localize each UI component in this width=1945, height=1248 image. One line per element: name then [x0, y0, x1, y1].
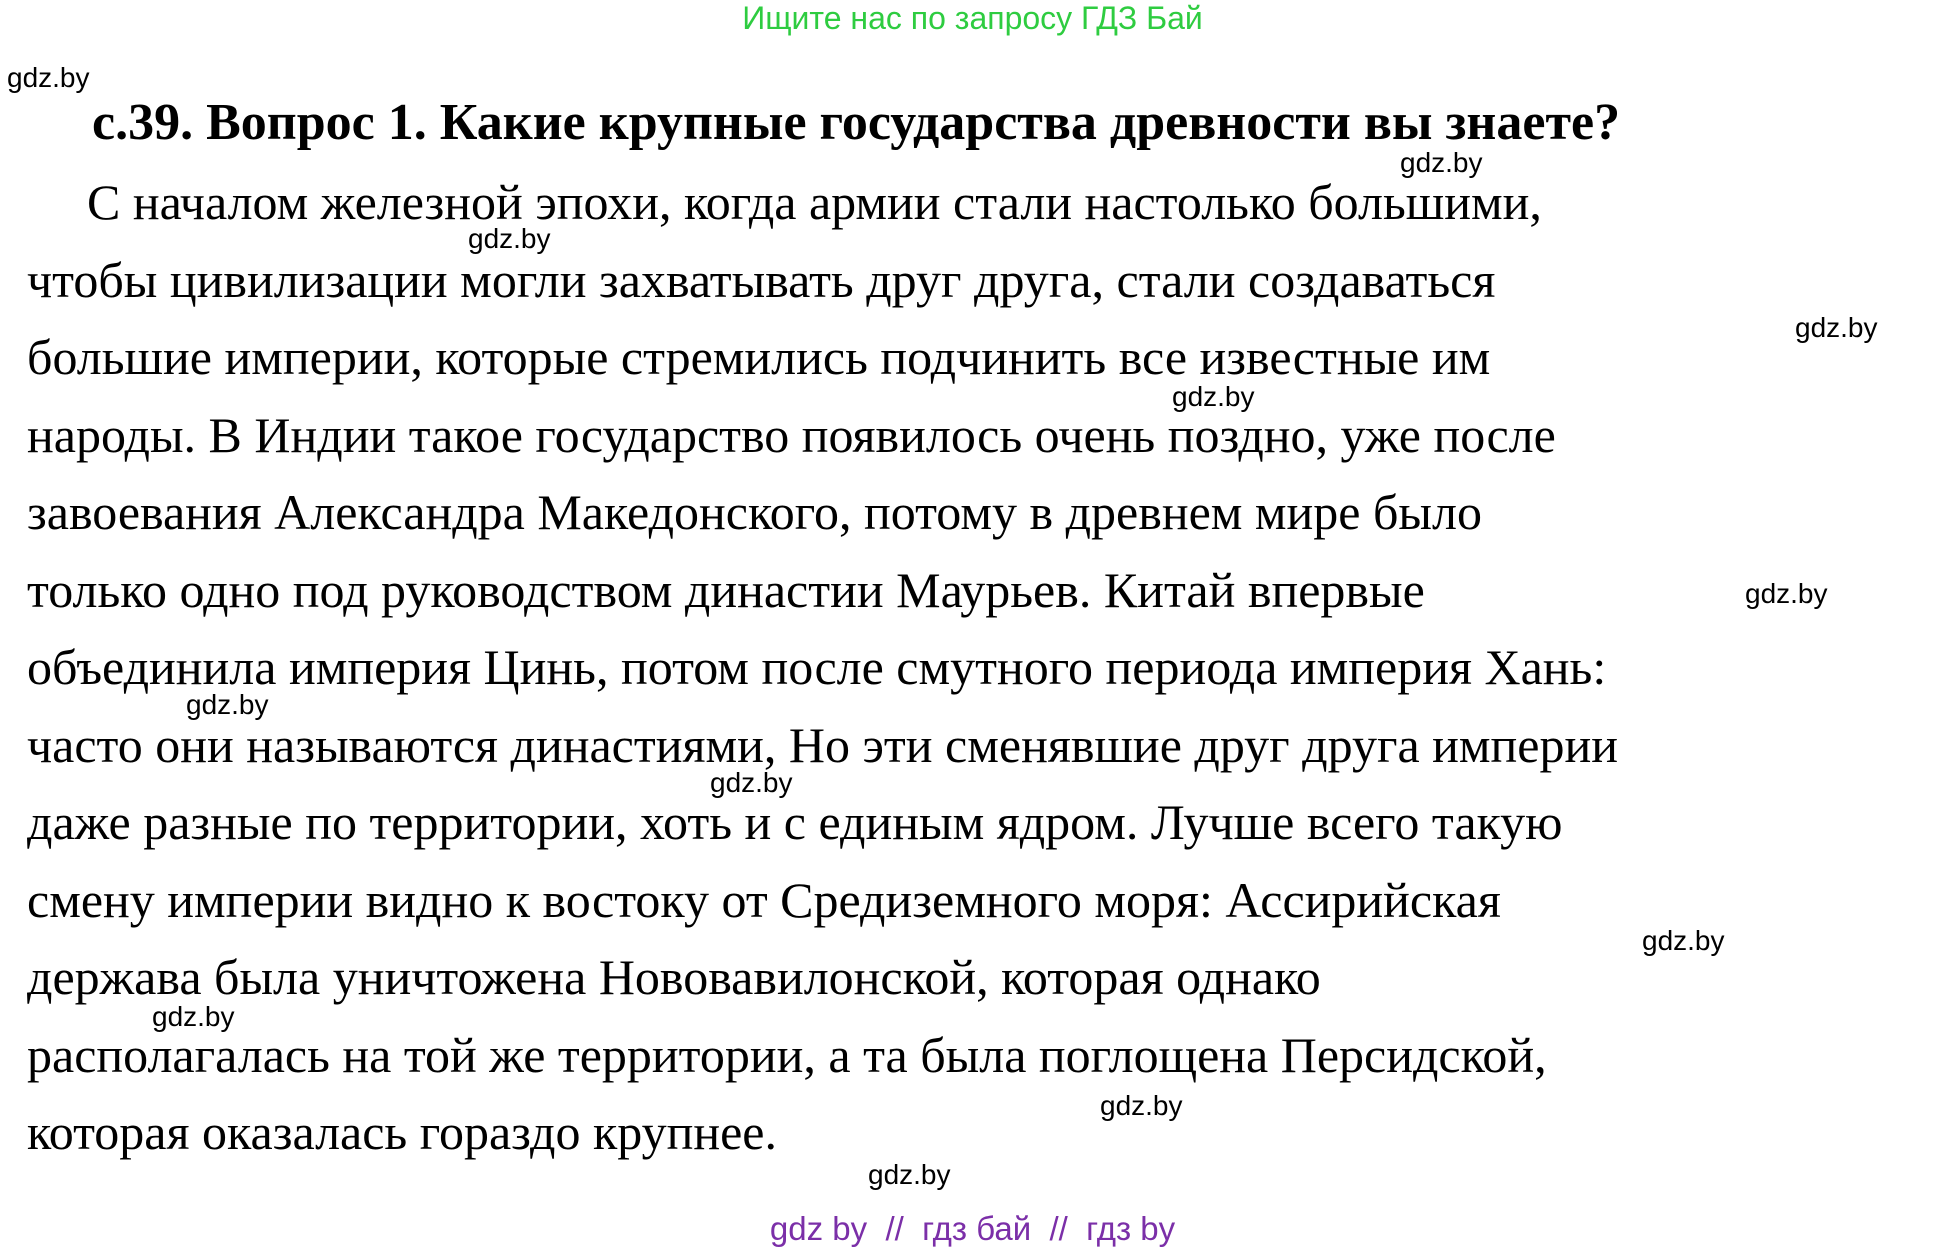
paragraph-line: только одно под руководством династии Маурьев. Китай впервые: [27, 562, 1425, 618]
watermark: gdz.by: [7, 62, 90, 93]
watermark: gdz.by: [152, 1001, 235, 1032]
paragraph-line: объединила империя Цинь, потом после смутного периода империя Хань:: [27, 639, 1607, 695]
watermark: gdz.by: [468, 223, 551, 254]
paragraph-line: С началом железной эпохи, когда армии стали настолько большими,: [87, 174, 1542, 230]
watermark: gdz.by: [1100, 1090, 1183, 1121]
watermark: gdz.by: [186, 689, 269, 720]
watermark: gdz.by: [1745, 578, 1828, 609]
watermark: gdz.by: [1795, 312, 1878, 343]
paragraph-line: которая оказалась гораздо крупнее.: [27, 1104, 777, 1160]
watermark: gdz.by: [868, 1159, 951, 1190]
paragraph-line: народы. В Индии такое государство появилось очень поздно, уже после: [27, 407, 1556, 463]
paragraph-line: часто они называются династиями, Но эти сменявшие друг друга империи: [27, 717, 1619, 773]
paragraph-line: держава была уничтожена Нововавилонской, которая однако: [27, 949, 1321, 1005]
footer-links: gdz by // гдз бай // гдз by: [769, 1210, 1176, 1247]
paragraph-line: располагалась на той же территории, а та была поглощена Персидской,: [27, 1027, 1547, 1083]
question-heading: с.39. Вопрос 1. Какие крупные государства древности вы знаете?: [92, 94, 1621, 151]
paragraph-line: смену империи видно к востоку от Средиземного моря: Ассирийская: [27, 872, 1501, 928]
paragraph-line: завоевания Александра Македонского, потому в древнем мире было: [27, 484, 1482, 540]
paragraph-line: даже разные по территории, хоть и с единым ядром. Лучше всего такую: [27, 794, 1563, 850]
paragraph-line: чтобы цивилизации могли захватывать друг друга, стали создаваться: [27, 252, 1496, 308]
watermark: gdz.by: [710, 767, 793, 798]
watermark: gdz.by: [1642, 925, 1725, 956]
paragraph-line: большие империи, которые стремились подчинить все известные им: [27, 329, 1491, 385]
watermark: gdz.by: [1172, 381, 1255, 412]
search-hint-banner: Ищите нас по запросу ГДЗ Бай: [742, 0, 1203, 36]
watermark: gdz.by: [1400, 147, 1483, 178]
